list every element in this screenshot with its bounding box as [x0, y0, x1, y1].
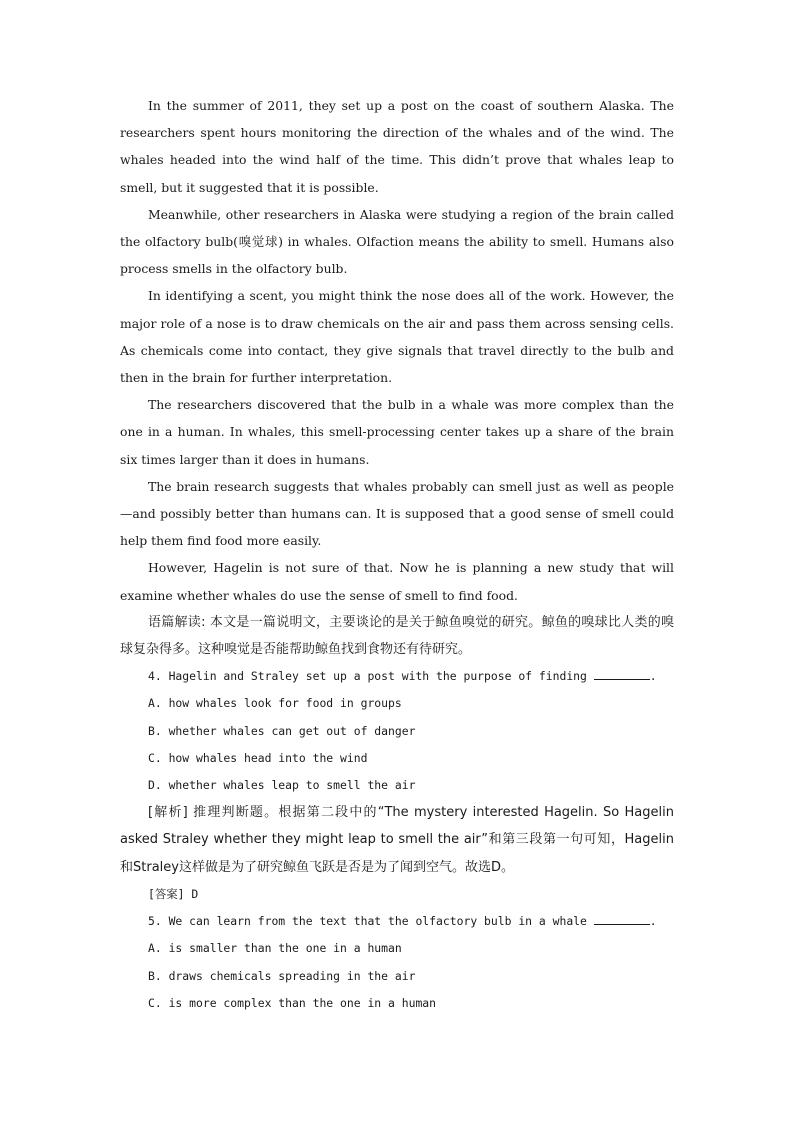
explanation-text: 推理判断题。根据第二段中的“The mystery interested Hagelin. So Hagelin asked Straley whether they might leap to smell the air”和第三段第一句可知，Hagelin和Straley这样做是为了研究鲸鱼飞跃是否是为了闻到空气。故选D。	[120, 805, 674, 875]
question-4-option-d: D. whether whales leap to smell the air	[148, 778, 416, 793]
question-5-text: 5. We can learn from the text that the olfactory bulb in a whale	[148, 914, 587, 929]
passage-paragraph-3: In identifying a scent, you might think the nose does all of the work. However, the major role of a nose is to draw chemicals on the air and pass them across sensing cells. As chemicals come into contact, they give signals that travel directly to the bulb and then in the brain for further interpretation.	[120, 288, 674, 386]
passage-paragraph-6: However, Hagelin is not sure of that. Now he is planning a new study that will examine whether whales do use the sense of smell to find food.	[120, 560, 674, 603]
question-4-option-c: C. how whales head into the wind	[148, 750, 368, 765]
answer-tag: [答案]	[148, 886, 185, 901]
question-5-option-c: C. is more complex than the one in a human	[148, 995, 437, 1010]
answer-value: D	[191, 886, 199, 901]
question-4-answer	[120, 881, 674, 908]
question-4-text: 4. Hagelin and Straley set up a post with the purpose of finding	[148, 669, 587, 684]
passage-paragraph-1: In the summer of 2011, they set up a post on the coast of southern Alaska. The researchers spent hours monitoring the direction of the whales and of the wind. The whales headed into the wind half of the time. This didn’t prove that whales leap to smell, but it suggested that it is possible.	[120, 98, 674, 195]
question-5-option-a: A. is smaller than the one in a human	[148, 941, 402, 956]
question-4-end: .	[649, 669, 657, 684]
passage-paragraph-2: Meanwhile, other researchers in Alaska were studying a region of the brain called the olfactory bulb(嗅觉球) in whales. Olfaction means the ability to smell. Humans also process smells in the olfactory bulb.	[120, 206, 674, 277]
passage-paragraph-4: The researchers discovered that the bulb in a whale was more complex than the one in a human. In whales, this smell-processing center takes up a share of the brain six times larger than it does in humans.	[120, 397, 674, 467]
question-4-option-a: A. how whales look for food in groups	[148, 696, 402, 711]
question-4-stem	[120, 663, 674, 690]
question-4-explanation	[120, 799, 674, 881]
passage-analysis: 语篇解读: 本文是一篇说明文，主要谈论的是关于鲸鱼嗅觉的研究。鲸鱼的嗅球比人类的嗅球复杂得多。这种嗅觉是否能帮助鲸鱼找到食物还有待研究。	[120, 614, 674, 658]
answer-blank	[594, 669, 650, 680]
question-4-option-b: B. whether whales can get out of danger	[148, 723, 416, 738]
question-5-end: .	[649, 914, 657, 929]
question-5-option-b: B. draws chemicals spreading in the air	[148, 968, 416, 983]
question-5-stem	[120, 908, 674, 935]
explanation-tag: [解析]	[148, 805, 188, 821]
answer-blank	[594, 914, 650, 925]
document-page	[120, 92, 674, 1017]
passage-paragraph-5: The brain research suggests that whales probably can smell just as well as people—and possibly better than humans can. It is supposed that a good sense of smell could help them find food more easily.	[120, 478, 674, 549]
